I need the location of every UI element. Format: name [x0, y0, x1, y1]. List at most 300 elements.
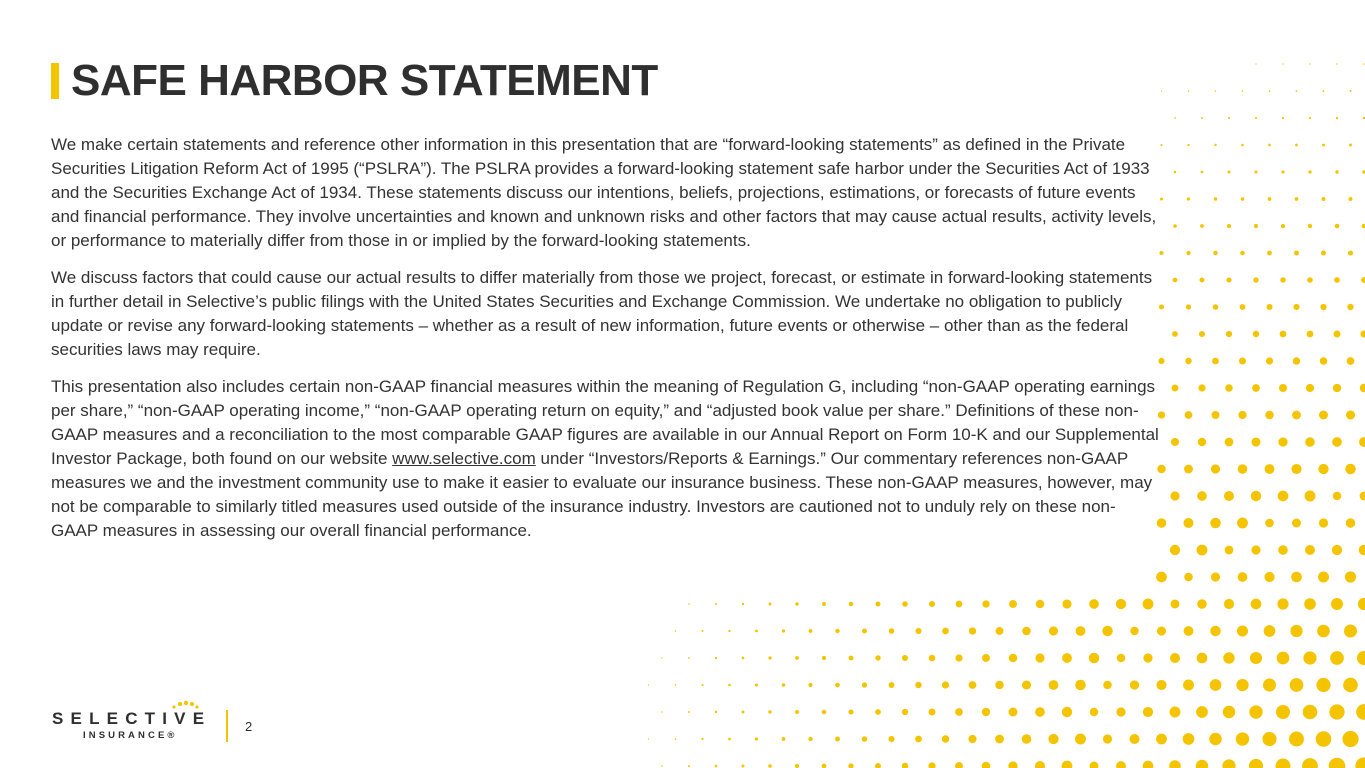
decorative-dot: [1360, 492, 1365, 501]
decorative-dot: [1267, 251, 1272, 256]
decorative-dot: [1215, 90, 1217, 92]
decorative-dot: [1171, 600, 1180, 609]
decorative-dot: [1279, 384, 1287, 392]
decorative-dot: [1228, 171, 1231, 174]
decorative-dot: [1224, 599, 1234, 609]
decorative-dot: [675, 738, 677, 740]
decorative-dot: [1225, 384, 1233, 392]
decorative-dot: [1305, 491, 1316, 502]
decorative-dot: [1336, 63, 1337, 64]
decorative-dot: [1268, 144, 1271, 147]
decorative-dot: [1290, 678, 1304, 692]
decorative-dot: [688, 711, 690, 713]
decorative-dot: [1332, 545, 1342, 555]
decorative-dot: [1035, 761, 1045, 768]
decorative-dot: [1344, 625, 1357, 638]
decorative-dot: [715, 711, 717, 713]
decorative-dot: [822, 710, 827, 715]
decorative-dot: [795, 710, 799, 714]
decorative-dot: [768, 710, 771, 713]
decorative-dot: [1290, 625, 1302, 637]
decorative-dot: [1303, 705, 1318, 720]
decorative-dot: [1238, 572, 1248, 582]
decorative-dot: [661, 657, 662, 658]
decorative-dot: [1214, 197, 1217, 200]
decorative-dot: [1249, 705, 1262, 718]
decorative-dot: [728, 684, 731, 687]
decorative-dot: [1250, 652, 1262, 664]
decorative-dot: [1289, 732, 1304, 747]
decorative-dot: [1262, 732, 1276, 746]
decorative-dot: [1201, 171, 1204, 174]
decorative-dot: [1197, 491, 1207, 501]
decorative-dot: [835, 683, 840, 688]
decorative-dot: [1350, 90, 1352, 92]
decorative-dot: [1255, 117, 1257, 119]
decorative-dot: [1116, 761, 1126, 768]
decorative-dot: [1305, 545, 1315, 555]
decorative-dot: [1253, 277, 1258, 282]
decorative-dot: [1317, 625, 1330, 638]
decorative-dot: [996, 627, 1004, 635]
decorative-dot: [782, 629, 785, 632]
decorative-dot: [1184, 626, 1194, 636]
decorative-dot: [1329, 758, 1346, 768]
decorative-dot: [1062, 761, 1073, 768]
decorative-dot: [1226, 277, 1231, 282]
decorative-dot: [1309, 63, 1310, 64]
decorative-dot: [955, 708, 963, 716]
decorative-dot: [1251, 491, 1261, 501]
decorative-dot: [1009, 708, 1018, 717]
decorative-dot: [875, 763, 881, 768]
decorative-dot: [1281, 170, 1284, 173]
decorative-dot: [1264, 625, 1276, 637]
decorative-dot: [688, 603, 690, 605]
decorative-dot: [1036, 600, 1045, 609]
decorative-dot: [1251, 545, 1260, 554]
decorative-dot: [1210, 518, 1220, 528]
decorative-dot: [1347, 304, 1353, 310]
decorative-dot: [1156, 734, 1167, 745]
decorative-dot: [1172, 331, 1178, 337]
decorative-dot: [1254, 170, 1257, 173]
decorative-dot: [982, 654, 990, 662]
decorative-dot: [1035, 707, 1045, 717]
decorative-dot: [742, 657, 745, 660]
decorative-dot: [1345, 464, 1356, 475]
decorative-dot: [1302, 758, 1318, 768]
decorative-dot: [768, 764, 772, 768]
decorative-dot: [1278, 437, 1287, 446]
decorative-dot: [1200, 224, 1204, 228]
decorative-dot: [1359, 437, 1365, 447]
decorative-dot: [742, 603, 744, 605]
decorative-dot: [1173, 278, 1178, 283]
decorative-dot: [1049, 680, 1059, 690]
decorative-dot: [1117, 654, 1126, 663]
decorative-dot: [1345, 571, 1356, 582]
decorative-dot: [1170, 707, 1181, 718]
decorative-dot: [1238, 464, 1248, 474]
decorative-dot: [1236, 732, 1249, 745]
decorative-dot: [1226, 331, 1232, 337]
decorative-dot: [955, 762, 963, 768]
decorative-dot: [1225, 438, 1234, 447]
decorative-dot: [848, 763, 853, 768]
decorative-dot: [1280, 331, 1287, 338]
decorative-dot: [1089, 599, 1099, 609]
decorative-dot: [728, 738, 731, 741]
decorative-dot: [782, 683, 786, 687]
decorative-dot: [929, 601, 935, 607]
decorative-dot: [956, 601, 963, 608]
decorative-dot: [1343, 678, 1358, 693]
decorative-dot: [1348, 250, 1353, 255]
decorative-dot: [1062, 599, 1071, 608]
decorative-dot: [1143, 599, 1154, 610]
decorative-dot: [1347, 357, 1355, 365]
page-title: SAFE HARBOR STATEMENT: [71, 56, 658, 105]
decorative-dot: [875, 655, 880, 660]
decorative-dot: [1253, 331, 1260, 338]
decorative-dot: [1169, 760, 1181, 768]
decorative-dot: [1239, 358, 1246, 365]
decorative-dot: [1295, 197, 1299, 201]
decorative-dot: [1022, 627, 1031, 636]
decorative-dot: [1358, 598, 1365, 610]
title-block: [51, 58, 658, 104]
decorative-dot: [1320, 304, 1326, 310]
decorative-dot: [1241, 197, 1245, 201]
decorative-dot: [1197, 653, 1208, 664]
decorative-dot: [1305, 437, 1315, 447]
selective-website-link[interactable]: www.selective.com: [392, 449, 536, 468]
decorative-dot: [809, 629, 813, 633]
decorative-dot: [942, 628, 949, 635]
decorative-dot: [675, 684, 677, 686]
decorative-dot: [1308, 170, 1311, 173]
decorative-dot: [1227, 224, 1231, 228]
decorative-dot: [1183, 680, 1194, 691]
decorative-dot: [1255, 63, 1256, 64]
decorative-dot: [702, 630, 704, 632]
decorative-dot: [782, 737, 786, 741]
decorative-dot: [1171, 438, 1179, 446]
decorative-dot: [1357, 651, 1365, 665]
decorative-dot: [849, 656, 854, 661]
decorative-dot: [1346, 518, 1356, 528]
decorative-dot: [1276, 759, 1291, 768]
decorative-dot: [1355, 757, 1365, 768]
decorative-dot: [1185, 358, 1191, 364]
decorative-dot: [1184, 573, 1193, 582]
decorative-dot: [715, 657, 717, 659]
paragraph-non-gaap: [51, 375, 1161, 543]
decorative-dot: [1198, 384, 1205, 391]
decorative-dot: [995, 735, 1004, 744]
footer-divider: [226, 710, 228, 742]
decorative-dot: [1320, 357, 1328, 365]
decorative-dot: [1075, 680, 1085, 690]
decorative-dot: [688, 765, 690, 767]
paragraph-forward-looking: We make certain statements and reference other information in this presentation that are “forward-looking statements” as defined in the Private Securities Litigation Reform Act of 1995 (“PSLRA”). The PSLRA provides a forward-looking statement safe harbor under the Securities Act of 1933 and the Securities Exchange Act of 1934. These statements discuss our intentions, beliefs, projections, estimations, or forecasts of future events and financial performance. They involve uncertainties and known and unknown risks and other factors that may cause actual results, activity levels, or performance to materially differ from those in or implied by the forward-looking statements.: [51, 135, 1157, 250]
decorative-dot: [1022, 734, 1032, 744]
decorative-dot: [1116, 707, 1125, 716]
decorative-dot: [1316, 678, 1330, 692]
decorative-dot: [902, 601, 908, 607]
decorative-dot: [715, 603, 717, 605]
decorative-dot: [1197, 545, 1208, 556]
decorative-dot: [1278, 491, 1289, 502]
decorative-dot: [1210, 679, 1222, 691]
decorative-dot: [1224, 491, 1234, 501]
decorative-dot: [1308, 224, 1312, 228]
decorative-dot: [1335, 224, 1340, 229]
decorative-dot: [1210, 626, 1220, 636]
decorative-dot: [1291, 464, 1301, 474]
decorative-dot: [1130, 680, 1139, 689]
decorative-dot: [822, 602, 826, 606]
page-number: 2: [245, 719, 253, 734]
decorative-dot: [728, 630, 730, 632]
safe-harbor-body: [51, 133, 1161, 556]
decorative-dot: [755, 683, 758, 686]
decorative-dot: [768, 656, 771, 659]
decorative-dot: [1319, 411, 1328, 420]
decorative-dot: [1237, 625, 1248, 636]
decorative-dot: [1049, 626, 1058, 635]
decorative-dot: [1252, 384, 1260, 392]
decorative-dot: [1187, 144, 1189, 146]
decorative-dot: [1349, 197, 1353, 201]
decorative-dot: [1282, 63, 1283, 64]
decorative-dot: [1213, 251, 1217, 255]
decorative-dot: [1209, 733, 1222, 746]
decorative-dot: [1304, 598, 1316, 610]
decorative-dot: [1266, 357, 1273, 364]
decorative-dot: [822, 764, 827, 768]
decorative-dot: [1293, 304, 1299, 310]
decorative-dot: [1170, 545, 1180, 555]
decorative-dot: [1265, 411, 1274, 420]
decorative-dot: [1334, 277, 1340, 283]
decorative-dot: [1222, 759, 1235, 768]
decorative-dot: [1335, 170, 1338, 173]
decorative-dot: [1238, 411, 1246, 419]
decorative-dot: [862, 629, 867, 634]
decorative-dot: [1185, 411, 1193, 419]
decorative-dot: [1062, 707, 1072, 717]
decorative-dot: [1211, 464, 1220, 473]
decorative-dot: [1295, 144, 1298, 147]
decorative-dot: [1291, 572, 1302, 583]
decorative-dot: [835, 737, 840, 742]
decorative-dot: [1251, 437, 1260, 446]
decorative-dot: [928, 762, 935, 768]
decorative-dot: [1103, 681, 1112, 690]
decorative-dot: [1241, 144, 1244, 147]
decorative-dot: [1268, 197, 1272, 201]
decorative-dot: [1200, 278, 1205, 283]
decorative-dot: [1240, 304, 1246, 310]
logo-wordmark: SELECTIVE: [52, 709, 212, 728]
decorative-dot: [1157, 626, 1166, 635]
decorative-dot: [1292, 519, 1301, 528]
decorative-dot: [835, 629, 839, 633]
title-accent-bar: [51, 63, 59, 99]
decorative-dot: [1269, 90, 1271, 92]
decorative-dot: [1303, 651, 1316, 664]
decorative-dot: [1242, 90, 1244, 92]
paragraph-risk-factors: We discuss factors that could cause our actual results to differ materially from those we project, forecast, or estimate in forward-looking statements in further detail in Selective’s public filings with the United States Securities and Exchange Commission. We undertake no obligation to publicly update or revise any forward-looking statements – whether as a result of new information, future events or otherwise – other than as the federal securities laws may require.: [51, 268, 1153, 359]
decorative-dot: [755, 630, 758, 633]
decorative-dot: [755, 737, 758, 740]
decorative-dot: [795, 764, 799, 768]
decorative-dot: [848, 709, 853, 714]
selective-insurance-logo: [52, 700, 216, 746]
decorative-dot: [1356, 704, 1365, 720]
decorative-dot: [888, 736, 894, 742]
decorative-dot: [982, 762, 991, 768]
decorative-dot: [1116, 599, 1126, 609]
decorative-dot: [1318, 572, 1329, 583]
decorative-dot: [902, 655, 908, 661]
decorative-dot: [822, 656, 826, 660]
decorative-dot: [1322, 144, 1325, 147]
decorative-dot: [701, 738, 703, 740]
decorative-dot: [715, 765, 718, 768]
decorative-dot: [1183, 518, 1193, 528]
decorative-dot: [1223, 706, 1236, 719]
decorative-dot: [1212, 411, 1220, 419]
decorative-dot: [1009, 654, 1018, 663]
decorative-dot: [968, 735, 976, 743]
decorative-dot: [862, 736, 868, 742]
decorative-dot: [1296, 90, 1298, 92]
decorative-dot: [1251, 599, 1262, 610]
decorative-dot: [1361, 277, 1365, 283]
decorative-dot: [1336, 117, 1338, 119]
decorative-dot: [1342, 731, 1358, 747]
decorative-dot: [1188, 90, 1189, 91]
decorative-dot: [995, 681, 1003, 689]
decorative-dot: [1009, 600, 1017, 608]
decorative-dot: [1240, 251, 1245, 256]
decorative-dot: [675, 630, 676, 631]
decorative-dot: [1307, 277, 1313, 283]
logo-subtitle: INSURANCE®: [83, 730, 178, 741]
decorative-dot: [862, 682, 867, 687]
decorative-dot: [1130, 627, 1138, 635]
decorative-dot: [942, 735, 949, 742]
decorative-dot: [1223, 652, 1234, 663]
decorative-dot: [1129, 734, 1139, 744]
decorative-dot: [1359, 545, 1365, 555]
decorative-dot: [915, 682, 922, 689]
decorative-dot: [1196, 760, 1208, 768]
decorative-dot: [1282, 117, 1284, 119]
decorative-dot: [915, 736, 922, 743]
decorative-dot: [969, 681, 977, 689]
decorative-dot: [982, 708, 990, 716]
decorative-dot: [1237, 518, 1248, 529]
decorative-dot: [661, 711, 663, 713]
decorative-dot: [1214, 144, 1216, 146]
decorative-dot: [1322, 197, 1326, 201]
decorative-dot: [1307, 331, 1314, 338]
decorative-dot: [1186, 304, 1191, 309]
decorative-dot: [1213, 304, 1219, 310]
decorative-dot: [1323, 90, 1325, 92]
decorative-dot: [795, 602, 798, 605]
decorative-dot: [1278, 545, 1288, 555]
decorative-dot: [1277, 652, 1290, 665]
decorative-dot: [1090, 762, 1099, 768]
decorative-dot: [1103, 734, 1112, 743]
decorative-dot: [1184, 465, 1193, 474]
decorative-dot: [875, 709, 881, 715]
decorative-dot: [1174, 171, 1177, 174]
decorative-dot: [1156, 680, 1166, 690]
decorative-dot: [769, 603, 772, 606]
decorative-dot: [1264, 572, 1274, 582]
decorative-dot: [701, 684, 703, 686]
decorative-dot: [808, 683, 812, 687]
decorative-dot: [1143, 707, 1153, 717]
decorative-dot: [1349, 144, 1352, 147]
decorative-dot: [955, 654, 962, 661]
decorative-dot: [1211, 572, 1220, 581]
decorative-dot: [1035, 653, 1044, 662]
decorative-dot: [1333, 492, 1342, 501]
decorative-dot: [1330, 651, 1344, 665]
decorative-dot: [1236, 679, 1248, 691]
decorative-dot: [982, 600, 989, 607]
decorative-dot: [1360, 330, 1365, 337]
decorative-dot: [1293, 357, 1300, 364]
decorative-dot: [889, 682, 895, 688]
decorative-dot: [942, 681, 949, 688]
decorative-dot: [1332, 437, 1342, 447]
decorative-dot: [1075, 734, 1086, 745]
decorative-dot: [1212, 358, 1219, 365]
decorative-dot: [808, 737, 812, 741]
decorative-dot: [1008, 761, 1017, 768]
decorative-dot: [1263, 678, 1276, 691]
decorative-dot: [1172, 385, 1179, 392]
decorative-dot: [929, 709, 936, 716]
decorative-dot: [929, 655, 936, 662]
decorative-dot: [1360, 384, 1365, 392]
decorative-dot: [1161, 90, 1162, 91]
decorative-dot: [1170, 653, 1180, 663]
decorative-dot: [1225, 546, 1234, 555]
decorative-dot: [1333, 384, 1341, 392]
decorative-dot: [1294, 251, 1299, 256]
decorative-dot: [915, 628, 921, 634]
decorative-dot: [1319, 518, 1328, 527]
decorative-dot: [1156, 572, 1167, 583]
decorative-dot: [1334, 331, 1341, 338]
decorative-dot: [1267, 304, 1273, 310]
decorative-dot: [849, 602, 853, 606]
decorative-dot: [1174, 117, 1176, 119]
decorative-dot: [742, 711, 745, 714]
paragraph-non-gaap-text-start: This presentation also includes certain non-GAAP financial measures within the meaning of Regulation G, including “non-GAAP operating earnings per share,” “non-GAAP operating income,” “non-GAAP operating return on equity,” and “adjusted book value per share.” Definitions of these non-GAAP measures and a reconciliation to the most comparable GAAP figures are available in our Annual Report on Form 10-K and our Supplemental Investor Package, both found on our website: [51, 377, 1159, 468]
decorative-dot: [969, 627, 976, 634]
decorative-dot: [1183, 733, 1195, 745]
